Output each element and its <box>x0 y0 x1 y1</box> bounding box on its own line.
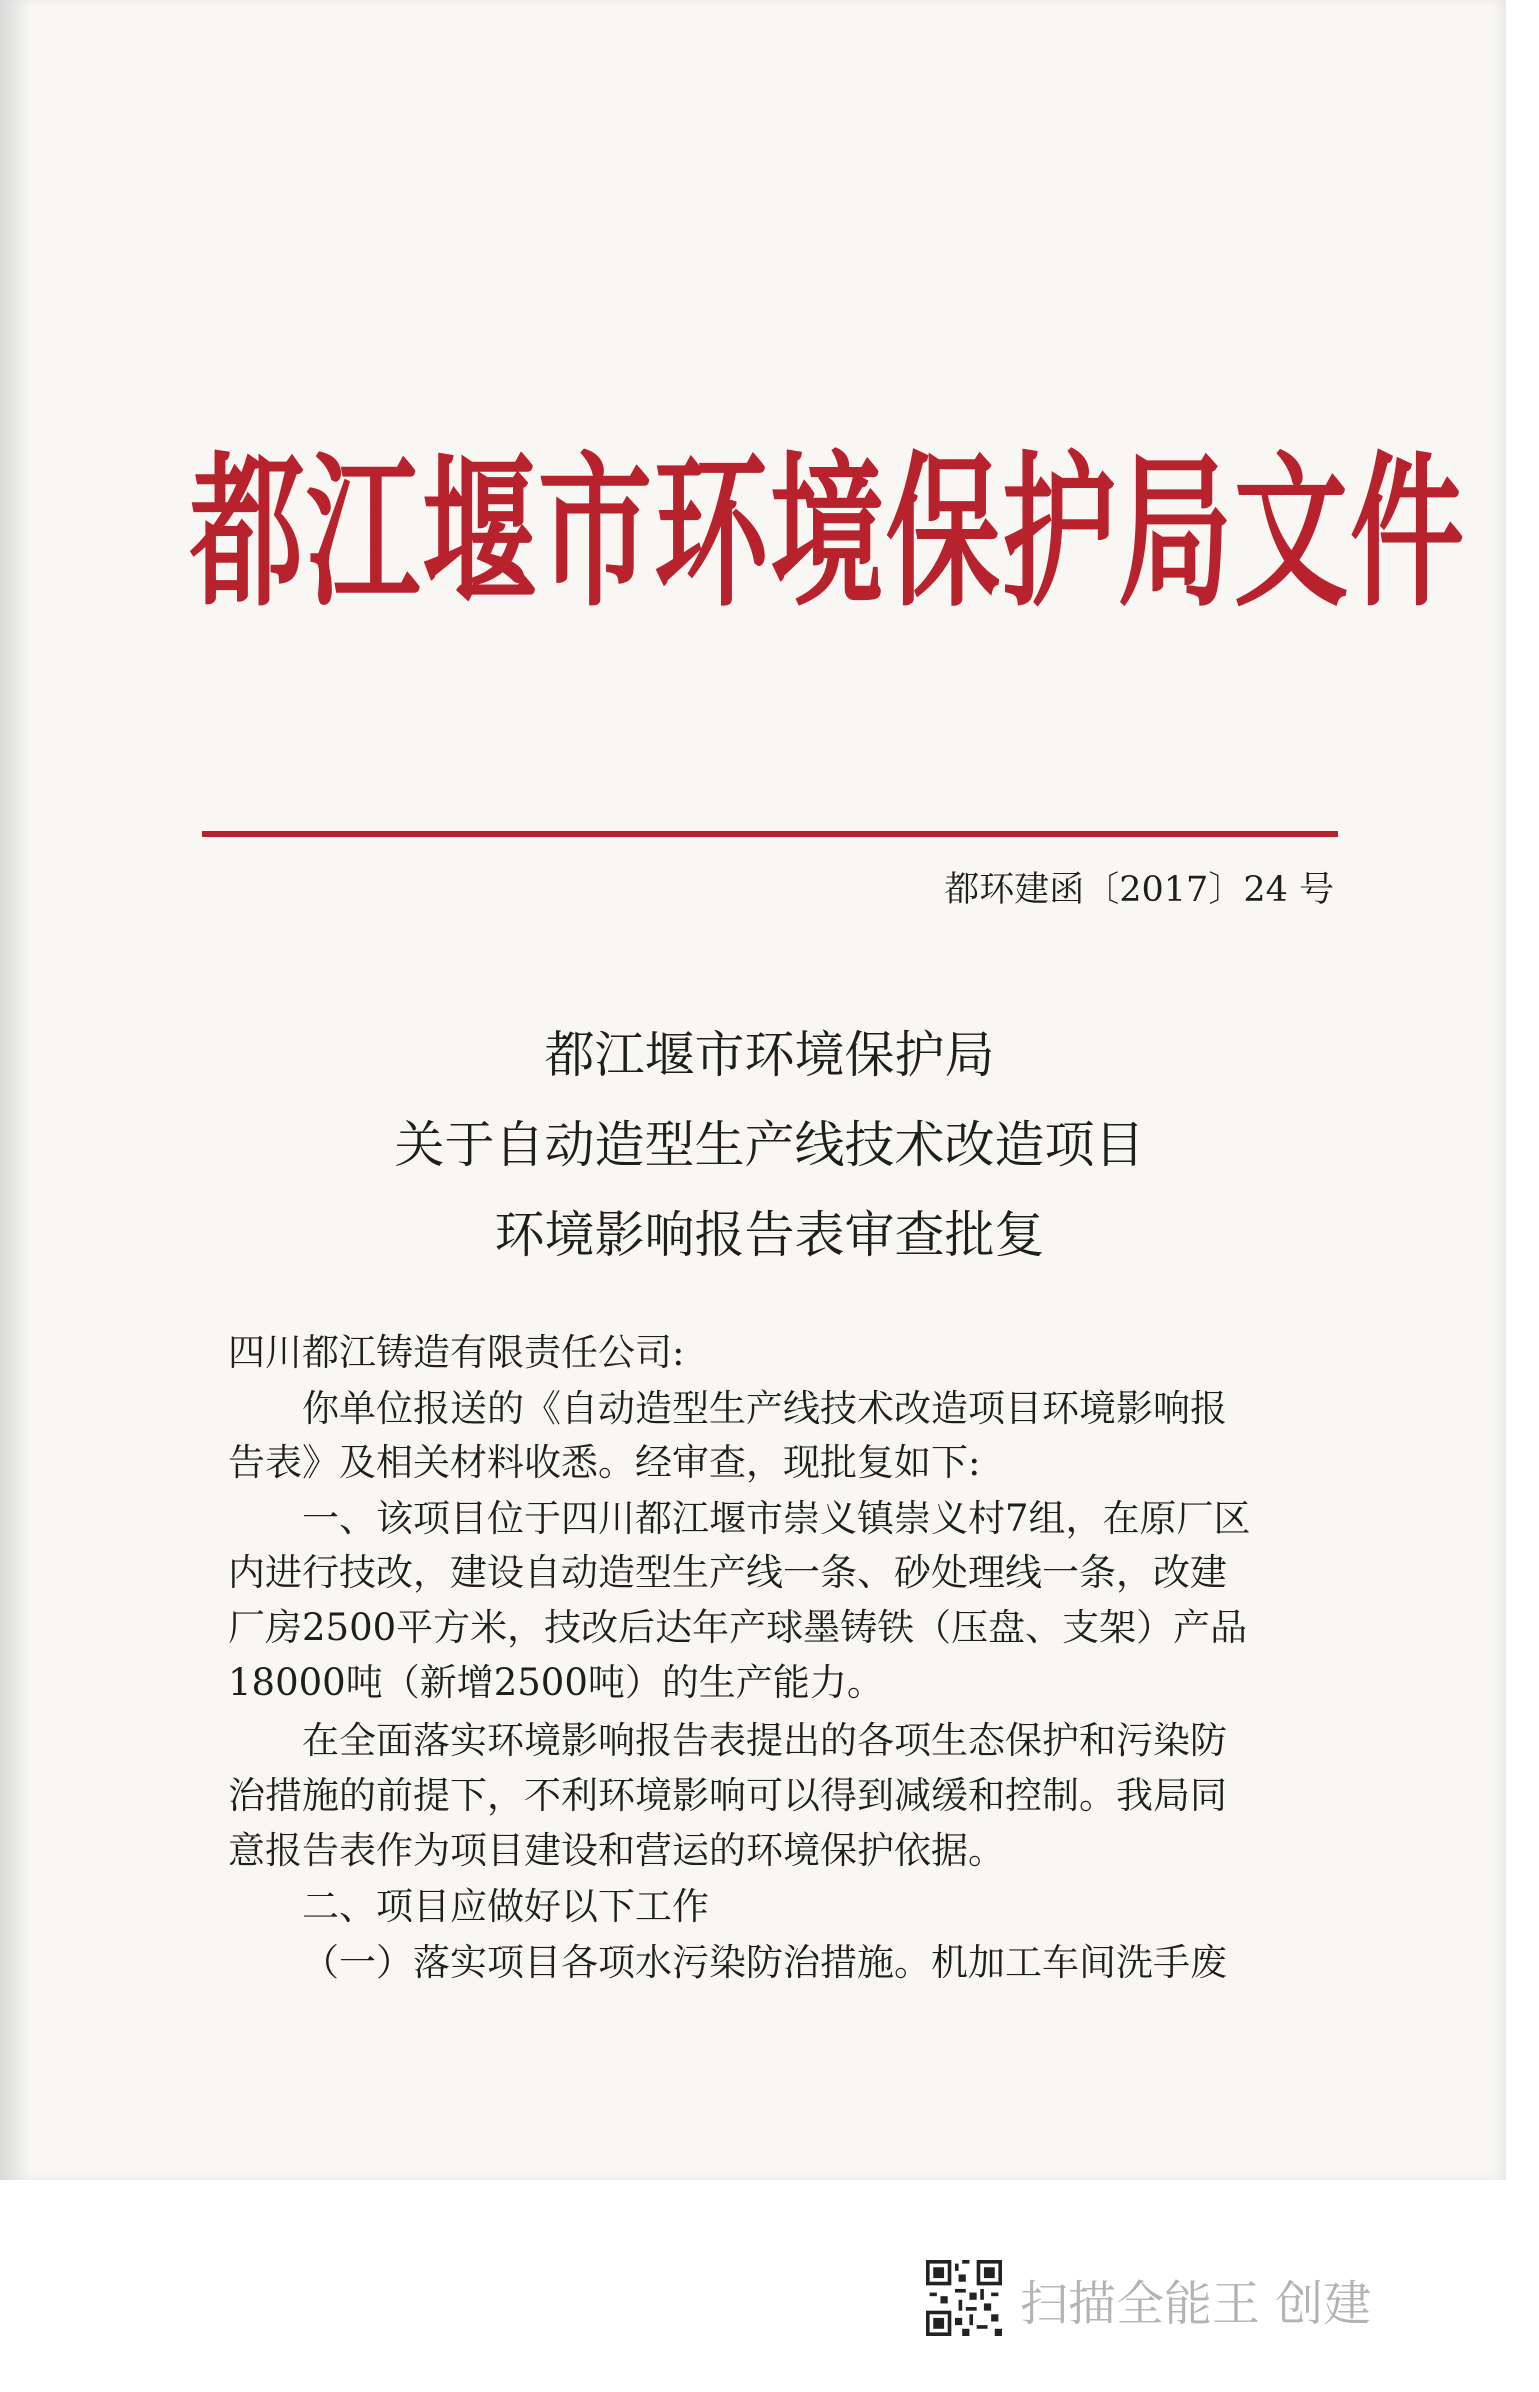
title-line-3: 环境影响报告表审查批复 <box>494 1206 1045 1264</box>
paragraph-line: 你单位报送的《自动造型生产线技术改造项目环境影响报 <box>302 1387 1227 1430</box>
paragraph-line: 告表》及相关材料收悉。经审查，现批复如下: <box>228 1441 981 1484</box>
paragraph-line: 内进行技改，建设自动造型生产线一条、砂处理线一条，改建 <box>228 1551 1227 1594</box>
title-line-2: 关于自动造型生产线技术改造项目 <box>394 1116 1145 1174</box>
addressee: 四川都江铸造有限责任公司: <box>228 1331 685 1374</box>
title-line-1: 都江堰市环境保护局 <box>544 1026 995 1084</box>
paragraph-line: 在全面落实环境影响报告表提出的各项生态保护和污染防 <box>302 1719 1227 1762</box>
paragraph-line: 意报告表作为项目建设和营运的环境保护依据。 <box>228 1829 1005 1872</box>
paragraph-line: 18000吨（新增2500吨）的生产能力。 <box>228 1661 884 1704</box>
paragraph-line: 治措施的前提下，不利环境影响可以得到减缓和控制。我局同 <box>228 1774 1227 1817</box>
section-heading: 二、项目应做好以下工作 <box>302 1885 709 1928</box>
red-divider <box>202 831 1338 837</box>
qr-code-icon <box>926 2260 1002 2336</box>
paragraph-line: 厂房2500平方米，技改后达年产球墨铸铁（压盘、支架）产品 <box>228 1606 1248 1649</box>
paragraph-line: 一、该项目位于四川都江堰市崇义镇崇义村7组，在原厂区 <box>302 1497 1251 1540</box>
masthead: 都江堰市环境保护局文件 <box>190 436 1467 630</box>
watermark: 扫描全能王 创建 <box>1020 2276 1372 2332</box>
paper-edge-shadow <box>0 0 30 2180</box>
document-number: 都环建函〔2017〕24 号 <box>944 870 1334 910</box>
paragraph-line: （一）落实项目各项水污染防治措施。机加工车间洗手废 <box>302 1941 1227 1984</box>
